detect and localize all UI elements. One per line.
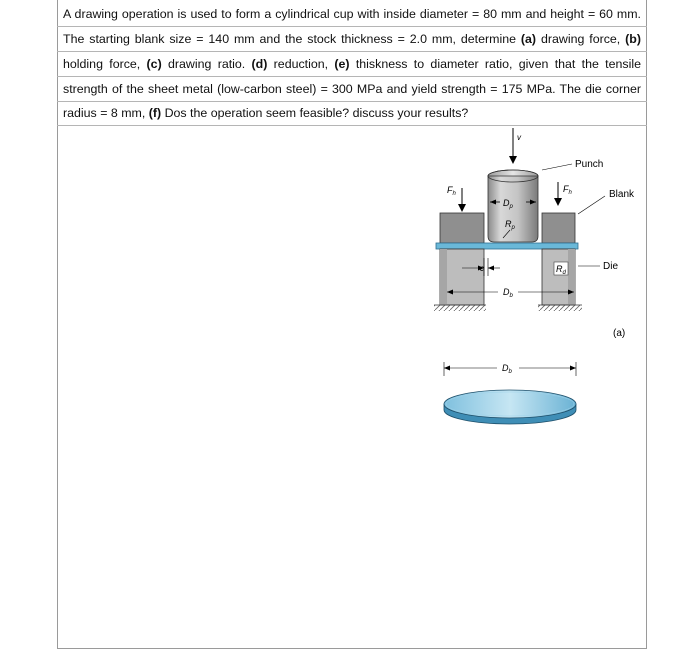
punch <box>488 176 538 242</box>
punch-label: Punch <box>575 159 604 170</box>
ground-left <box>434 305 486 311</box>
dp-label: $D_p$ <box>503 198 513 210</box>
fh-left-label: $F_h$ <box>447 185 456 197</box>
problem-text: radius = 8 mm, <box>63 106 149 120</box>
blank-sheet <box>436 243 578 249</box>
problem-text: strength of the sheet metal (low-carbon steel) = 300 MPa and yield strength = 175 MPa. The die corner <box>63 82 641 96</box>
part-label: (d) <box>251 57 268 71</box>
part-label: (f) <box>148 106 162 120</box>
problem-text: holding force, <box>63 57 147 71</box>
part-label: (b) <box>625 32 641 46</box>
problem-text: drawing force, <box>536 32 626 46</box>
db2-label: $D_b$ <box>502 363 512 375</box>
holding-force-left <box>458 188 466 212</box>
problem-text: Dos the operation seem feasible? discuss your results? <box>161 106 469 120</box>
blank-callout-line <box>578 196 605 214</box>
rd-label: $R_d$ <box>556 264 566 276</box>
die-right-edge <box>568 249 575 305</box>
problem-text: reduction, <box>267 57 335 71</box>
problem-text: A drawing operation is used to form a cylindrical cup with inside diameter = 80 mm and height = 60 mm. <box>63 7 641 21</box>
velocity-arrow <box>509 128 517 164</box>
ground-right <box>538 305 582 311</box>
problem-text: drawing ratio. <box>161 57 252 71</box>
blank-disc <box>444 390 576 424</box>
fh-right-label: $F_h$ <box>563 184 572 196</box>
c-label: c <box>480 264 484 273</box>
holding-force-right <box>554 182 562 206</box>
db-label: $D_b$ <box>503 287 513 299</box>
rp-label: $R_p$ <box>505 219 515 231</box>
blank-holder-left <box>440 213 484 243</box>
velocity-label: v <box>517 133 521 142</box>
figure-caption: (a) <box>613 328 626 339</box>
problem-text: thiskness to diameter ratio, given that the tensile <box>349 57 641 71</box>
part-label: (a) <box>520 32 537 46</box>
die-left-edge <box>440 249 447 305</box>
part-label: (e) <box>334 57 350 71</box>
die-label: Die <box>603 261 619 272</box>
blank-holder-right <box>542 213 575 243</box>
part-label: (c) <box>146 57 162 71</box>
problem-text: The starting blank size = 140 mm and the stock thickness = 2.0 mm, determine <box>63 32 521 46</box>
blank-label: Blank <box>609 189 635 200</box>
punch-callout-line <box>542 164 572 170</box>
